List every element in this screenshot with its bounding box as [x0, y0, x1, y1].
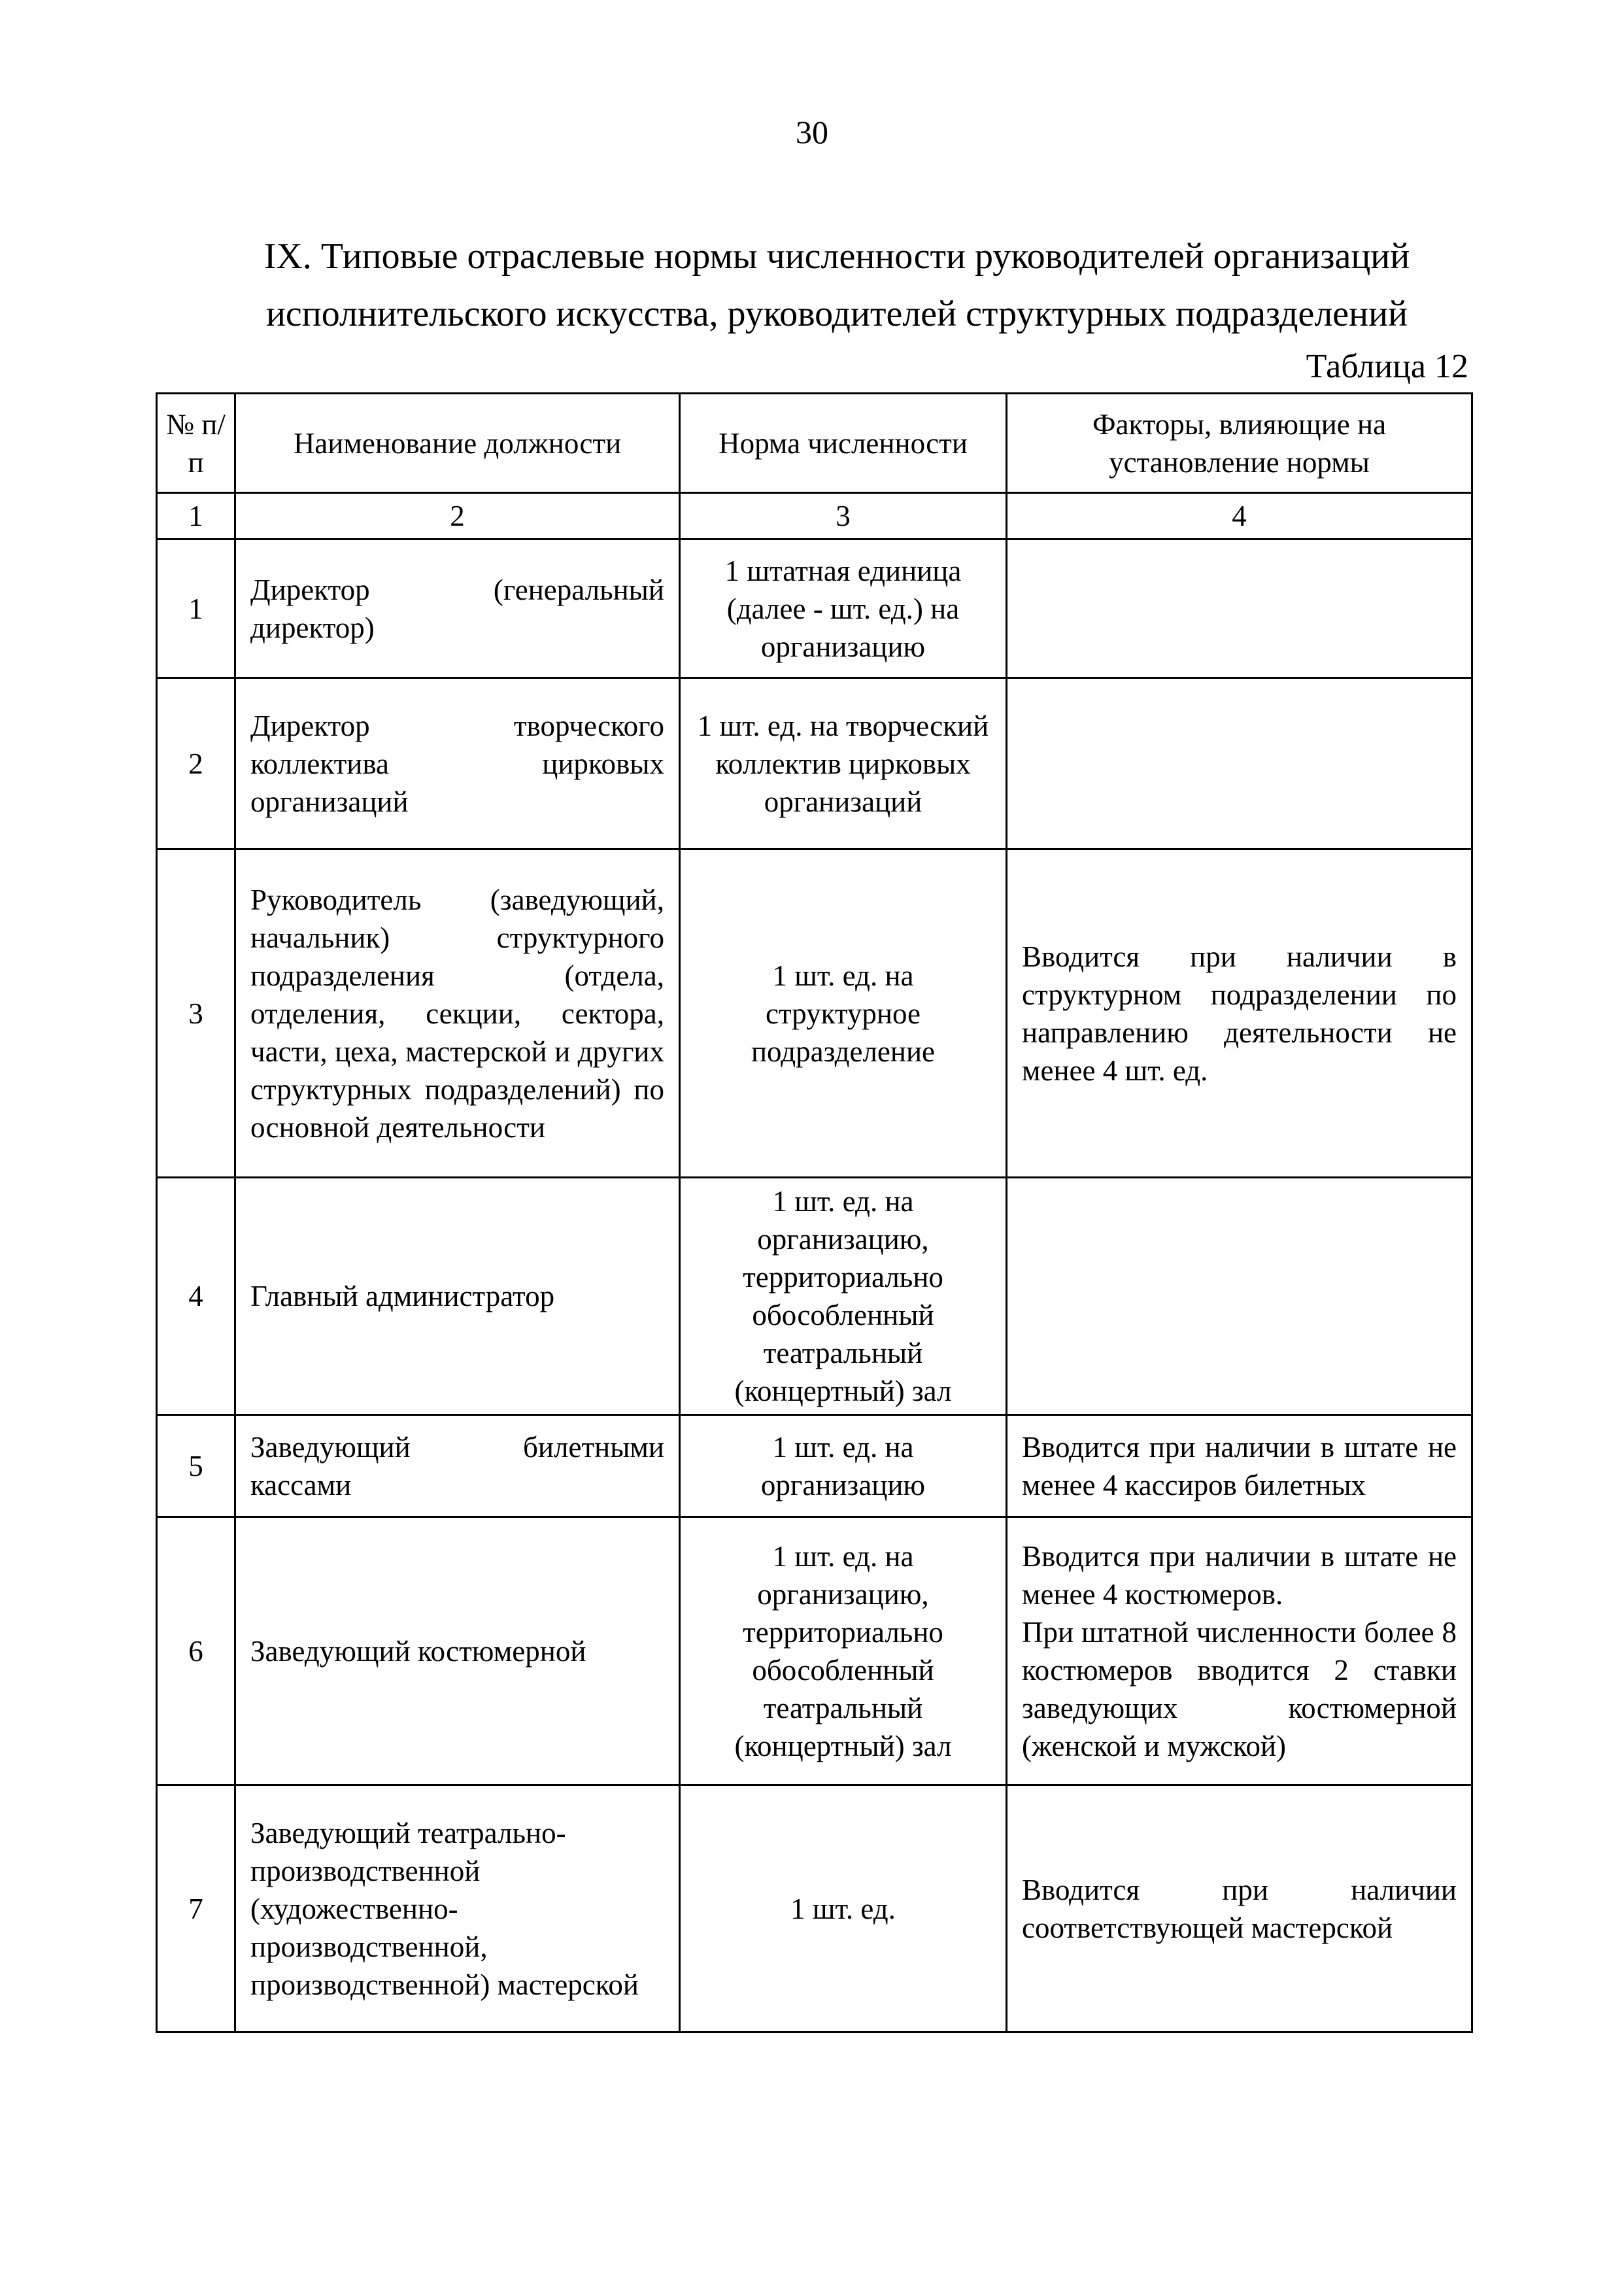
column-index: 1 [157, 493, 235, 540]
norms-table [156, 392, 1473, 2033]
row-norm: 1 шт. ед. [680, 1785, 1007, 2032]
column-index: 3 [680, 493, 1007, 540]
row-factors-line: При штатной численности более 8 костюмеров вводится 2 ставки заведующих костюмерной (женской и мужской) [1022, 1615, 1457, 1762]
header-num: № п/п [157, 394, 235, 493]
column-index-row [157, 493, 1472, 540]
table-row [157, 1415, 1472, 1517]
row-factors-line: Вводится при наличии в штате не менее 4 костюмеров. [1022, 1539, 1457, 1611]
row-norm: 1 шт. ед. на творческий коллектив цирковых организаций [680, 678, 1007, 849]
row-norm: 1 шт. ед. на организацию, территориально обособленный театральный (концертный) зал [680, 1178, 1007, 1415]
row-factors: Вводится при наличии в структурном подразделении по направлению деятельности не менее 4 шт. ед. [1007, 849, 1472, 1178]
row-factors [1007, 1178, 1472, 1415]
row-num: 1 [157, 540, 235, 678]
row-position: Директор творческого коллектива цирковых организаций [235, 678, 680, 849]
row-num: 6 [157, 1517, 235, 1785]
row-position: Директор (генеральный директор) [235, 540, 680, 678]
row-num: 5 [157, 1415, 235, 1517]
column-index: 2 [235, 493, 680, 540]
header-position: Наименование должности [235, 394, 680, 493]
row-num: 2 [157, 678, 235, 849]
row-factors [1007, 1517, 1472, 1785]
section-title: IX. Типовые отраслевые нормы численности руководителей организаций исполнительского искусства, руководителей структурных подразделений [263, 236, 1410, 334]
table-row [157, 1785, 1472, 2032]
header-factors: Факторы, влияющие на установление нормы [1007, 394, 1472, 493]
row-num: 3 [157, 849, 235, 1178]
row-factors: Вводится при наличии в штате не менее 4 кассиров билетных [1007, 1415, 1472, 1517]
table-row [157, 849, 1472, 1178]
row-num: 7 [157, 1785, 235, 2032]
row-factors: Вводится при наличии соответствующей мастерской [1007, 1785, 1472, 2032]
column-index: 4 [1007, 493, 1472, 540]
row-position: Заведующий театрально-производственной (художественно-производственной, производственной) мастерской [235, 1785, 680, 2032]
header-norm: Норма численности [680, 394, 1007, 493]
row-norm: 1 шт. ед. на организацию [680, 1415, 1007, 1517]
row-position: Руководитель (заведующий, начальник) структурного подразделения (отдела, отделения, секции, сектора, части, цеха, мастерской и других структурных подразделений) по основной деятельности [235, 849, 680, 1178]
table-row [157, 1178, 1472, 1415]
row-position: Главный администратор [235, 1178, 680, 1415]
table-row [157, 540, 1472, 678]
row-norm: 1 шт. ед. на организацию, территориально обособленный театральный (концертный) зал [680, 1517, 1007, 1785]
table-label: Таблица 12 [1306, 348, 1468, 385]
row-num: 4 [157, 1178, 235, 1415]
row-position: Заведующий костюмерной [235, 1517, 680, 1785]
table-row [157, 678, 1472, 849]
row-norm: 1 шт. ед. на структурное подразделение [680, 849, 1007, 1178]
row-factors [1007, 678, 1472, 849]
row-norm: 1 штатная единица (далее - шт. ед.) на организацию [680, 540, 1007, 678]
table-header-row [157, 394, 1472, 493]
table-row [157, 1517, 1472, 1785]
page-number: 30 [796, 114, 828, 150]
row-factors [1007, 540, 1472, 678]
row-position: Заведующий билетными кассами [235, 1415, 680, 1517]
